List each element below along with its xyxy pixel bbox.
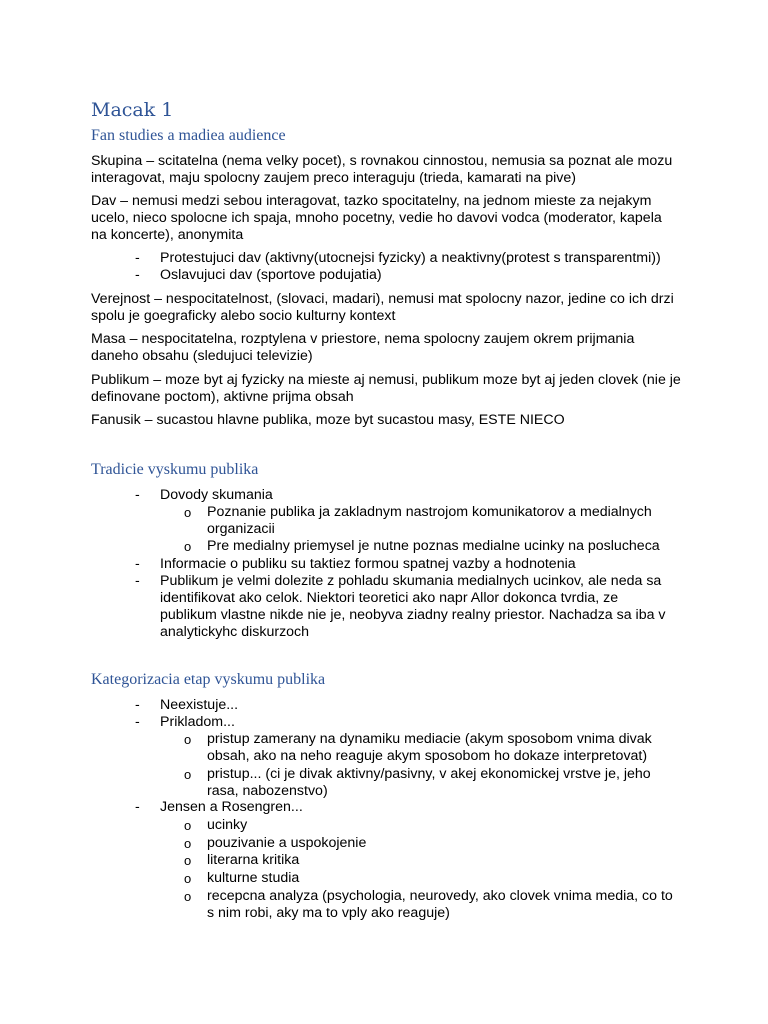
paragraph-skupina: Skupina – scitatelna (nema velky pocet), s rovnakou cinnostou, nemusia sa poznat ale mozu interagovat, maju spolocny zaujem preco interaguju (trieda, kamarati na pive) bbox=[91, 153, 673, 186]
sublist-item-ucinky bbox=[184, 817, 676, 834]
document-title: Macak 1 bbox=[91, 99, 174, 121]
paragraph-masa: Masa – nespocitatelna, rozptylena v priestore, nema spolocny zaujem okrem prijmania daneho obsahu (sledujuci televizie) bbox=[91, 331, 635, 364]
list-item-text: Dovody skumania bbox=[160, 487, 273, 503]
list-item-text: Neexistuje... bbox=[160, 697, 239, 713]
sublist-item-kulturne-studia bbox=[184, 870, 676, 887]
section-heading-kategorizacia: Kategorizacia etap vyskumu publika bbox=[91, 671, 326, 688]
circle-marker: o bbox=[184, 836, 192, 851]
dash-marker: - bbox=[135, 799, 140, 815]
list-item-text: pouzivanie a uspokojenie bbox=[207, 835, 367, 851]
section-heading-fan-studies: Fan studies a madiea audience bbox=[91, 127, 286, 144]
list-item-text: Oslavujuci dav (sportove podujatia) bbox=[160, 267, 382, 283]
circle-marker: o bbox=[184, 871, 192, 886]
list-item-text: Prikladom... bbox=[160, 714, 235, 730]
paragraph-dav: Dav – nemusi medzi sebou interagovat, tazko spocitatelny, na jednom mieste za nejakym ucelo, nieco spolocne ich spaja, mnoho pocetny, vedie ho davovi vodca (moderator, kapela na koncerte), anonymita bbox=[91, 193, 662, 243]
circle-marker: o bbox=[184, 853, 192, 868]
circle-marker: o bbox=[184, 732, 192, 747]
dash-marker: - bbox=[135, 697, 140, 713]
list-item-text: Protestujuci dav (aktivny(utocnejsi fyzicky) a neaktivny(protest s transparentmi)) bbox=[160, 250, 661, 266]
list-item-text: pristup... (ci je divak aktivny/pasivny, v akej ekonomickej vrstve je, jeho rasa, nabozenstvo) bbox=[207, 766, 651, 799]
list-item-text: literarna kritika bbox=[207, 852, 300, 868]
dash-marker: - bbox=[135, 487, 140, 503]
paragraph-fanusik: Fanusik – sucastou hlavne publika, moze byt sucastou masy, ESTE NIECO bbox=[91, 412, 565, 428]
list-item-protestujuci-dav bbox=[135, 250, 675, 267]
section-heading-tradicie: Tradicie vyskumu publika bbox=[91, 461, 259, 478]
list-item-text: pristup zamerany na dynamiku mediacie (akym sposobom vnima divak obsah, ako na neho reaguje akym sposobom ho dokaze interpretovat) bbox=[207, 731, 652, 764]
list-item-informacie-o-publiku bbox=[135, 556, 675, 573]
sublist-item-pristup-mediacie bbox=[184, 731, 676, 765]
list-item-prikladom bbox=[135, 714, 675, 731]
list-item-text: Poznanie publika ja zakladnym nastrojom komunikatorov a medialnych organizacii bbox=[207, 504, 652, 537]
paragraph-publikum: Publikum – moze byt aj fyzicky na mieste aj nemusi, publikum moze byt aj jeden clovek (nie je definovane poctom), aktivne prijma obsah bbox=[91, 372, 681, 405]
list-item-text: recepcna analyza (psychologia, neurovedy, ako clovek vnima media, co to s nim robi, aky ma to vply ako reaguje) bbox=[207, 888, 673, 921]
dash-marker: - bbox=[135, 250, 140, 266]
dash-marker: - bbox=[135, 714, 140, 730]
circle-marker: o bbox=[184, 539, 192, 554]
sublist-item-medialny-priemysel bbox=[184, 538, 676, 555]
list-item-text: Pre medialny priemysel je nutne poznas medialne ucinky na poslucheca bbox=[207, 538, 660, 554]
circle-marker: o bbox=[184, 818, 192, 833]
list-item-text: Informacie o publiku su taktiez formou spatnej vazby a hodnotenia bbox=[160, 556, 576, 572]
circle-marker: o bbox=[184, 505, 192, 520]
list-item-jensen-rosengren bbox=[135, 799, 675, 816]
list-item-text: ucinky bbox=[207, 817, 248, 833]
dash-marker: - bbox=[135, 573, 140, 589]
circle-marker: o bbox=[184, 889, 192, 904]
list-item-neexistuje bbox=[135, 697, 675, 714]
sublist-item-poznanie-publika bbox=[184, 504, 676, 538]
list-item-oslavujuci-dav bbox=[135, 267, 675, 284]
list-item-text: Jensen a Rosengren... bbox=[160, 799, 303, 815]
list-item-text: Publikum je velmi dolezite z pohladu skumania medialnych ucinkov, ale neda sa identifikovat ako celok. Niektori teoretici ako napr Allor dokonca tvrdia, ze publikum vlastne nikde nie je, neobyva ziadny realny priestor. Nachadza sa iba v analytickyhc diskurzoch bbox=[160, 573, 666, 640]
sublist-item-pristup-divak bbox=[184, 766, 676, 800]
paragraph-verejnost: Verejnost – nespocitatelnost, (slovaci, madari), nemusi mat spolocny nazor, jedine co ich drzi spolu je goegraficky alebo socio kulturny kontext bbox=[91, 291, 674, 324]
sublist-item-pouzivanie bbox=[184, 835, 676, 852]
dash-marker: - bbox=[135, 556, 140, 572]
list-item-dovody-skumania bbox=[135, 487, 675, 504]
sublist-item-literarna-kritika bbox=[184, 852, 676, 869]
dash-marker: - bbox=[135, 267, 140, 283]
list-item-publikum-dolezite bbox=[135, 573, 675, 641]
sublist-item-recepcna-analyza bbox=[184, 888, 676, 922]
list-item-text: kulturne studia bbox=[207, 870, 300, 886]
circle-marker: o bbox=[184, 767, 192, 782]
